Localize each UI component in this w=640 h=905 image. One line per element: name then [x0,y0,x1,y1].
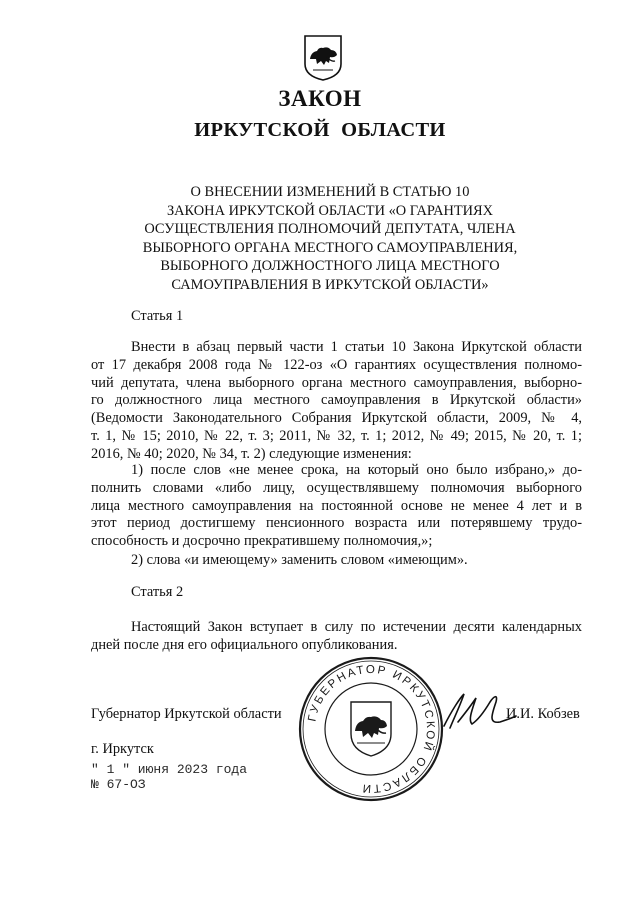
article-1-item-1 [91,462,582,551]
document-region-title: ИРКУТСКОЙ ОБЛАСТИ [194,119,446,141]
text-line: дней после дня его официального опубликования. [91,636,398,653]
text-line: от 17 декабря 2008 года № 122-оз «О гарантиях осуществления полномо- [91,356,582,373]
text-line: 2016, № 40; 2020, № 34, т. 2) следующие изменения: [91,445,412,462]
subtitle-line: САМОУПРАВЛЕНИЯ В ИРКУТСКОЙ ОБЛАСТИ» [171,276,489,293]
signing-city: г. Иркутск [91,741,154,757]
text-line: полнить словами «либо лицу, осуществлявшему полномочия выборного [91,479,582,496]
signer-name: И.И. Кобзев [506,706,580,722]
text-line: го должностного лица местного самоуправления в Иркутской области» [91,392,582,409]
text-line: 2) слова «и имеющему» заменить словом «имеющим». [131,552,468,568]
governor-title: Губернатор Иркутской области [91,706,282,722]
article-1-paragraph [91,339,582,464]
subtitle-line: ОСУЩЕСТВЛЕНИЯ ПОЛНОМОЧИЙ ДЕПУТАТА, ЧЛЕНА [144,221,516,238]
subtitle-line: ЗАКОНА ИРКУТСКОЙ ОБЛАСТИ «О ГАРАНТИЯХ [166,202,494,219]
article-2-heading: Статья 2 [131,584,184,600]
document-title: ЗАКОН [278,86,362,111]
text-line: (Ведомости Законодательного Собрания Иркутской области, 2009, № 4, [91,410,582,427]
subtitle-line: О ВНЕСЕНИИ ИЗМЕНЕНИЙ В СТАТЬЮ 10 [190,184,470,200]
official-seal [296,654,446,804]
law-subtitle [90,183,570,295]
text-line: этот период достигшему пенсионного возраста или потерявшему трудо- [91,515,582,532]
coat-of-arms-icon [303,34,343,82]
seal-emblem-icon [351,702,391,756]
subtitle-line: ВЫБОРНОГО ОРГАНА МЕСТНОГО САМОУПРАВЛЕНИЯ, [142,239,518,256]
registration-stamp [91,762,247,792]
article-1-item-2 [91,552,582,570]
article-2-paragraph [91,619,582,655]
seal-ring-text: ГУБЕРНАТОР ИРКУТСКОЙ ОБЛАСТИ [306,663,437,795]
text-line: т. 1, № 15; 2010, № 22, т. 3; 2011, № 32, т. 1; 2012, № 49; 2015, № 20, т. 1; [91,427,582,444]
text-line: лица местного самоуправления на постоянной основе не менее 4 лет и в [91,497,582,514]
text-line: 1) после слов «не менее срока, на который оно было избрано,» до- [131,462,582,478]
text-line: способность и досрочно прекратившему полномочия,»; [91,533,433,550]
signing-date: " 1 " июня 2023 года [91,762,248,777]
text-line: чий депутата, члена выборного органа местного самоуправления, выборно- [91,374,582,391]
article-1-heading: Статья 1 [131,308,184,324]
text-line: Внести в абзац первый части 1 статьи 10 Закона Иркутской области [131,339,582,355]
subtitle-line: ВЫБОРНОГО ДОЛЖНОСТНОГО ЛИЦА МЕСТНОГО [160,258,500,275]
law-number: № 67-ОЗ [91,777,146,792]
text-line: Настоящий Закон вступает в силу по истечении десяти календарных [131,619,582,635]
